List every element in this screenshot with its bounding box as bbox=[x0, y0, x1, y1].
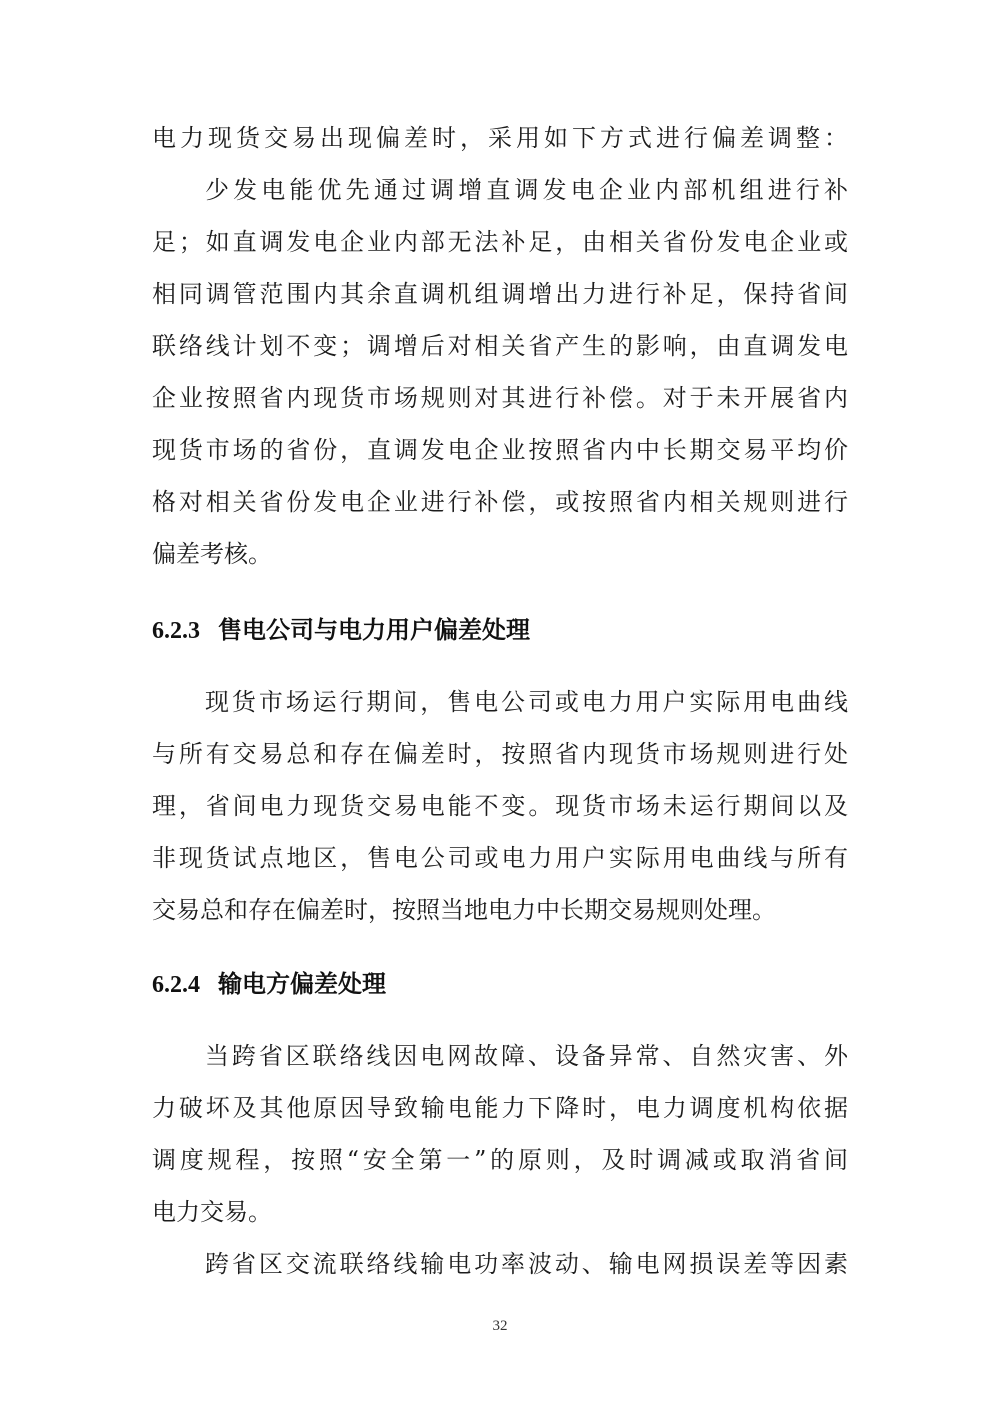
paragraph-line: 力破坏及其他原因导致输电能力下降时，电力调度机构依据 bbox=[152, 1094, 848, 1122]
paragraph-line: 相同调管范围内其余直调机组调增出力进行补足，保持省间 bbox=[152, 280, 848, 308]
paragraph-line: 足；如直调发电企业内部无法补足，由相关省份发电企业或 bbox=[152, 228, 848, 256]
paragraph-line: 当跨省区联络线因电网故障、设备异常、自然灾害、外 bbox=[205, 1042, 848, 1070]
section-number: 6.2.3 bbox=[152, 618, 200, 644]
paragraph-line: 电力现货交易出现偏差时，采用如下方式进行偏差调整： bbox=[152, 124, 848, 152]
paragraph-line: 少发电能优先通过调增直调发电企业内部机组进行补 bbox=[205, 176, 848, 204]
paragraph-line: 调度规程，按照“安全第一”的原则，及时调减或取消省间 bbox=[152, 1146, 848, 1174]
section-heading-6-2-4 bbox=[152, 966, 386, 1003]
paragraph-line: 电力交易。 bbox=[152, 1198, 272, 1226]
paragraph-line: 与所有交易总和存在偏差时，按照省内现货市场规则进行处 bbox=[152, 740, 848, 768]
paragraph-line: 现货市场的省份，直调发电企业按照省内中长期交易平均价 bbox=[152, 436, 848, 464]
paragraph-line: 交易总和存在偏差时，按照当地电力中长期交易规则处理。 bbox=[152, 896, 776, 924]
paragraph-line: 联络线计划不变；调增后对相关省产生的影响，由直调发电 bbox=[152, 332, 848, 360]
paragraph-line: 企业按照省内现货市场规则对其进行补偿。对于未开展省内 bbox=[152, 384, 848, 412]
paragraph-line: 偏差考核。 bbox=[152, 540, 272, 568]
page-number: 32 bbox=[492, 1318, 508, 1334]
paragraph-line: 格对相关省份发电企业进行补偿，或按照省内相关规则进行 bbox=[152, 488, 848, 516]
paragraph-line: 非现货试点地区，售电公司或电力用户实际用电曲线与所有 bbox=[152, 844, 848, 872]
section-title: 售电公司与电力用户偏差处理 bbox=[218, 616, 530, 644]
paragraph-line: 跨省区交流联络线输电功率波动、输电网损误差等因素 bbox=[205, 1250, 848, 1278]
section-title: 输电方偏差处理 bbox=[218, 970, 386, 998]
section-heading-6-2-3 bbox=[152, 612, 530, 649]
paragraph-line: 理，省间电力现货交易电能不变。现货市场未运行期间以及 bbox=[152, 792, 848, 820]
paragraph-line: 现货市场运行期间，售电公司或电力用户实际用电曲线 bbox=[205, 688, 848, 716]
section-number: 6.2.4 bbox=[152, 972, 200, 998]
